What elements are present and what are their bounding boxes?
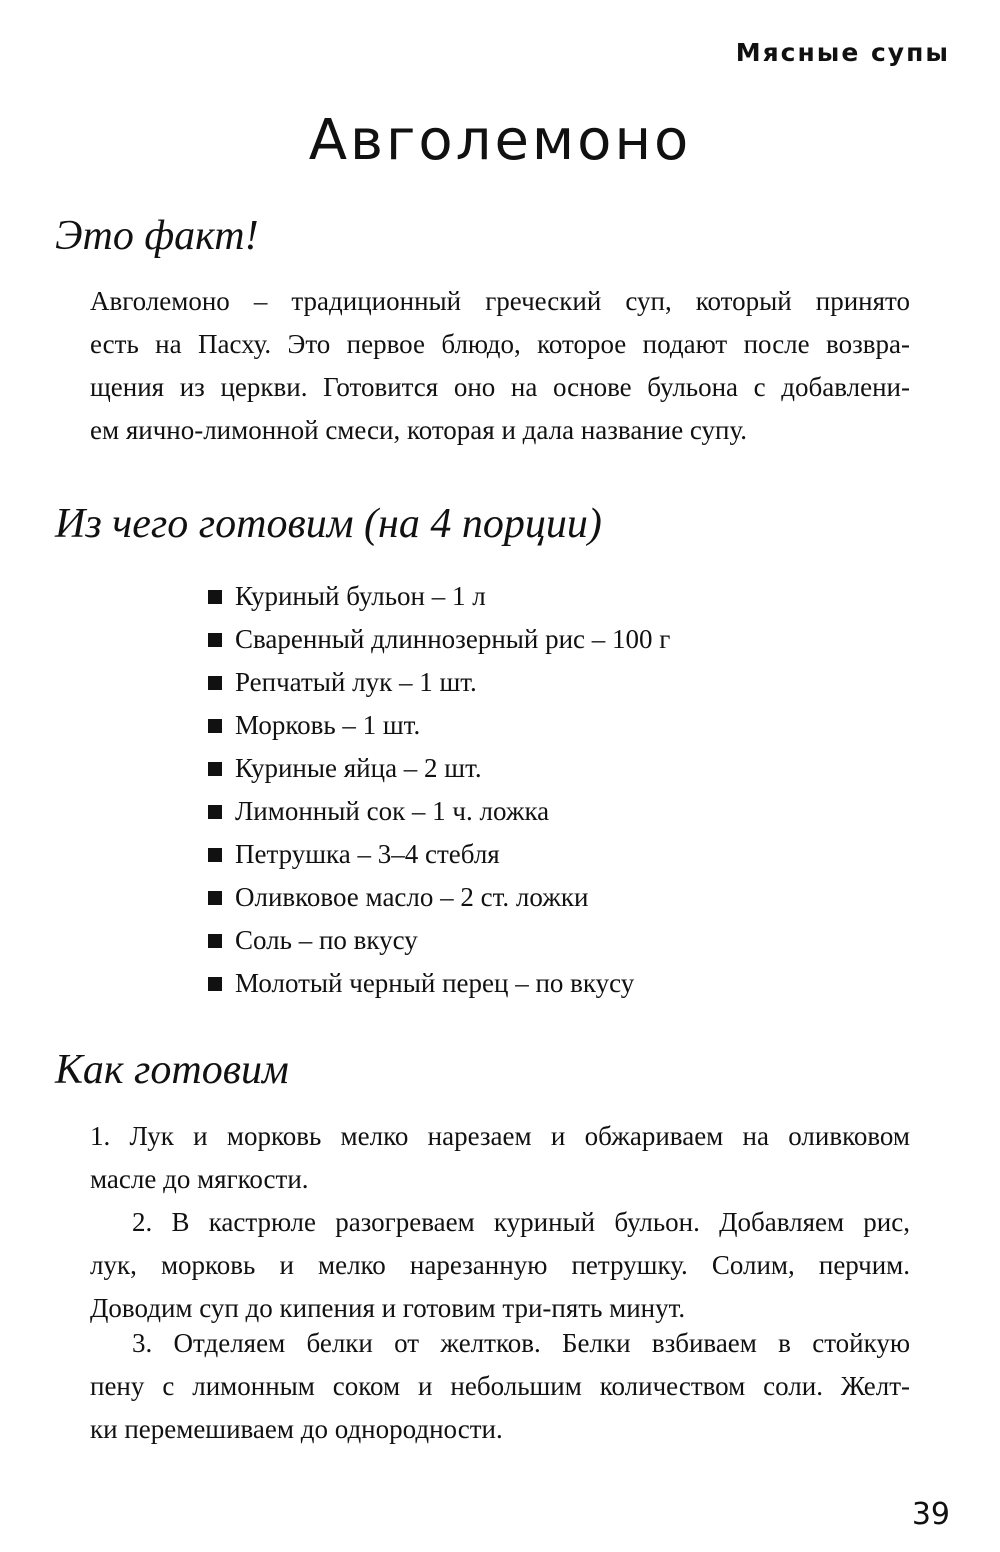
- ingredient-text: Репчатый лук – 1 шт.: [235, 667, 477, 697]
- step-line: ки перемешиваем до однородности.: [90, 1414, 503, 1444]
- method-step-2: [90, 1201, 910, 1330]
- ingredient-list: [208, 575, 670, 1005]
- ingredient-item: [208, 962, 670, 1005]
- square-bullet-icon: [208, 934, 222, 948]
- ingredient-item: [208, 876, 670, 919]
- ingredient-text: Оливковое масло – 2 ст. ложки: [235, 882, 589, 912]
- method-step-3: [90, 1322, 910, 1451]
- step-line: 2. В кастрюле разогреваем куриный бульон. Добавляем рис,: [132, 1207, 910, 1237]
- fact-line: ем яично-лимонной смеси, которая и дала название супу.: [90, 415, 748, 445]
- page-number: 39: [911, 1497, 950, 1532]
- step-line: пену с лимонным соком и небольшим количеством соли. Желт-: [90, 1371, 910, 1401]
- ingredient-item: [208, 747, 670, 790]
- ingredient-text: Молотый черный перец – по вкусу: [235, 968, 635, 998]
- square-bullet-icon: [208, 719, 222, 733]
- ingredient-text: Соль – по вкусу: [235, 925, 418, 955]
- square-bullet-icon: [208, 676, 222, 690]
- fact-line: есть на Пасху. Это первое блюдо, которое подают после возвра-: [90, 329, 910, 359]
- square-bullet-icon: [208, 805, 222, 819]
- square-bullet-icon: [208, 848, 222, 862]
- step-line: Доводим суп до кипения и готовим три-пять минут.: [90, 1293, 686, 1323]
- ingredient-text: Сваренный длиннозерный рис – 100 г: [235, 624, 671, 654]
- fact-line: щения из церкви. Готовится оно на основе бульона с добавлени-: [90, 372, 910, 402]
- ingredient-item: [208, 790, 670, 833]
- ingredient-item: [208, 919, 670, 962]
- square-bullet-icon: [208, 590, 222, 604]
- square-bullet-icon: [208, 762, 222, 776]
- ingredient-item: [208, 618, 670, 661]
- fact-line: Авголемоно – традиционный греческий суп, который принято: [90, 286, 910, 316]
- step-line: 1. Лук и морковь мелко нарезаем и обжариваем на оливковом: [90, 1121, 910, 1151]
- ingredients-heading: Из чего готовим (на 4 порции): [55, 501, 602, 547]
- running-head: Мясные супы: [735, 38, 950, 67]
- page-title: Авголемоно: [308, 108, 692, 173]
- method-step-1: [90, 1115, 910, 1201]
- ingredient-item: [208, 833, 670, 876]
- ingredient-text: Морковь – 1 шт.: [235, 710, 421, 740]
- square-bullet-icon: [208, 891, 222, 905]
- ingredient-item: [208, 575, 670, 618]
- step-line: 3. Отделяем белки от желтков. Белки взбиваем в стойкую: [132, 1328, 910, 1358]
- method-heading: Как готовим: [55, 1047, 289, 1093]
- ingredient-text: Петрушка – 3–4 стебля: [235, 839, 500, 869]
- step-line: масле до мягкости.: [90, 1164, 309, 1194]
- ingredient-text: Куриные яйца – 2 шт.: [235, 753, 482, 783]
- fact-heading: Это факт!: [55, 213, 259, 259]
- ingredient-text: Куриный бульон – 1 л: [235, 581, 486, 611]
- step-line: лук, морковь и мелко нарезанную петрушку. Солим, перчим.: [90, 1250, 910, 1280]
- square-bullet-icon: [208, 977, 222, 991]
- ingredient-text: Лимонный сок – 1 ч. ложка: [235, 796, 550, 826]
- ingredient-item: [208, 704, 670, 747]
- ingredient-item: [208, 661, 670, 704]
- fact-paragraph: [90, 280, 910, 452]
- square-bullet-icon: [208, 633, 222, 647]
